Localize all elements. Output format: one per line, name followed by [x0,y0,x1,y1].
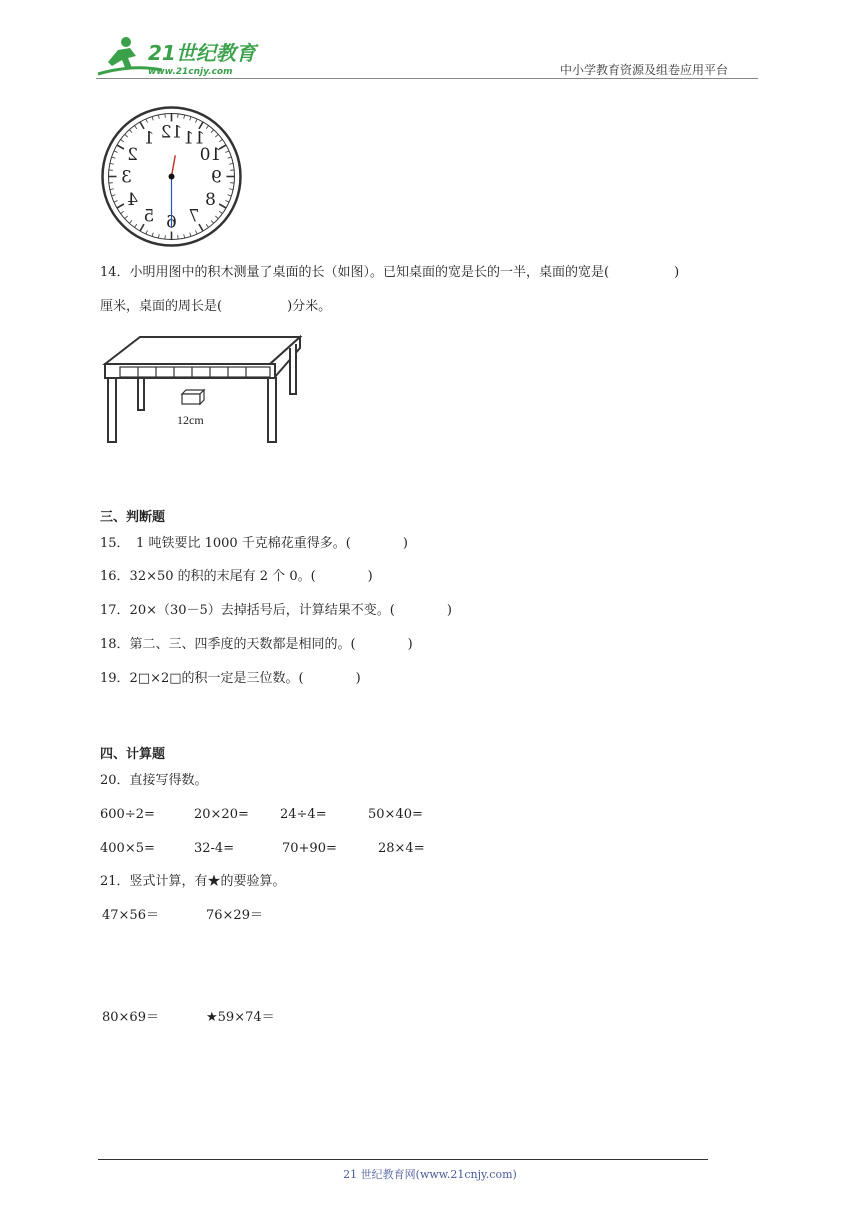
clock-numeral: 4 [127,190,138,210]
table-with-blocks-figure [100,334,305,446]
svg-text:21世纪教育: 21世纪教育 [148,41,256,65]
question-18: 18．第二、三、四季度的天数都是相同的。( ) [100,637,413,652]
vertical-calc-item: 47×56＝ [102,908,159,923]
calc-item: 20×20= [194,807,249,822]
clock-numeral: 11 [183,128,205,149]
mirrored-clock-figure [100,105,243,248]
clock-numeral: 9 [211,167,222,188]
calc-item: 400×5= [100,841,155,856]
question-20-stem: 20．直接写得数。 [100,773,208,788]
vertical-calc-item: 80×69＝ [102,1010,159,1025]
block-size-label: 12cm [177,413,204,427]
vertical-calc-item: 76×29＝ [206,908,263,923]
calc-item: 24÷4= [280,807,327,822]
question-14-line2: 厘米，桌面的周长是( )分米。 [100,299,332,314]
clock-numeral: 10 [199,145,222,165]
measuring-block [182,390,204,404]
footer-divider [98,1159,708,1160]
calc-item: 28×4= [378,841,425,856]
footer-text: 21 世纪教育网(www.21cnjy.com) [343,1168,517,1181]
calc-item: 70+90= [282,841,337,856]
section-3-title: 三、判断题 [100,510,166,525]
question-16: 16．32×50 的积的末尾有 2 个 0。( ) [100,569,373,584]
clock-numeral: 7 [188,206,200,227]
clock-numeral: 1 [143,128,155,149]
question-19: 19．2□×2□的积一定是三位数。( ) [100,671,361,686]
header-divider [96,78,758,79]
question-21-stem: 21．竖式计算，有★的要验算。 [100,874,286,889]
svg-text:www.21cnjy.com: www.21cnjy.com [148,67,233,77]
clock-numeral: 2 [127,145,138,165]
calc-item: 32-4= [194,841,235,856]
clock-numeral: 5 [143,206,155,227]
calc-item: 50×40= [368,807,423,822]
section-4-title: 四、计算题 [100,747,166,762]
question-17: 17．20×（30－5）去掉括号后，计算结果不变。( ) [100,603,452,618]
vertical-calc-item: ★59×74＝ [206,1010,275,1025]
clock-numeral: 3 [121,167,132,188]
clock-numeral: 6 [166,212,177,233]
platform-name: 中小学教育资源及组卷应用平台 [560,63,729,77]
site-logo [92,34,262,78]
question-15: 15． 1 吨铁要比 1000 千克棉花重得多。( ) [100,536,408,551]
calc-item: 600÷2= [100,807,155,822]
clock-numeral: 8 [205,190,216,210]
clock-numeral: 12 [160,122,183,143]
question-14-line1: 14．小明用图中的积木测量了桌面的长（如图）。已知桌面的宽是长的一半，桌面的宽是( ) [100,265,680,280]
